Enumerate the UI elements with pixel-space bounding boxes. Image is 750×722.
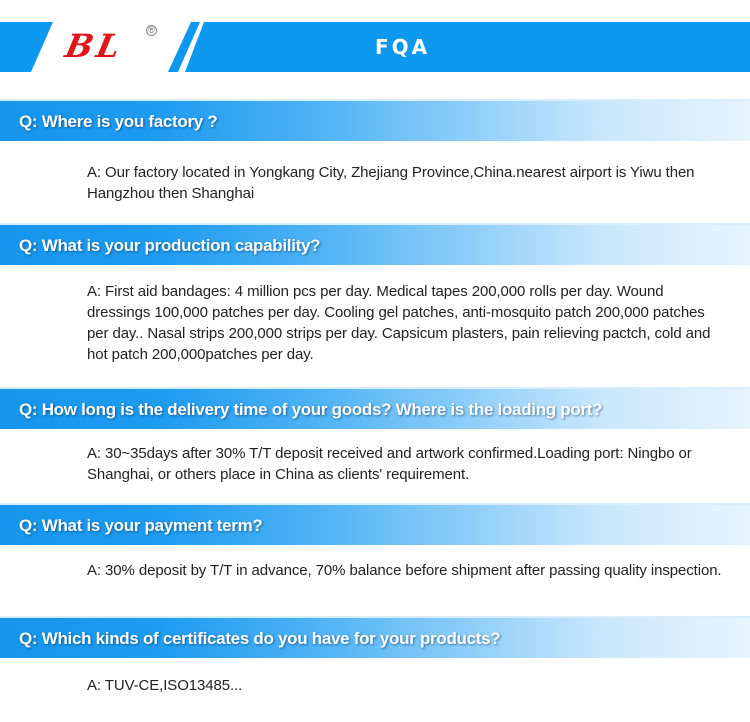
- faq-answer: A: TUV-CE,ISO13485...: [87, 677, 243, 694]
- registered-mark-icon: ®: [146, 25, 157, 36]
- page-title: FQA: [375, 35, 431, 59]
- faq-item: [0, 99, 750, 204]
- faq-question: Q: What is your production capability?: [0, 223, 750, 265]
- faq-question: Q: What is your payment term?: [0, 503, 750, 545]
- faq-question: Q: How long is the delivery time of your goods? Where is the loading port?: [0, 387, 750, 429]
- faq-question: Q: Which kinds of certificates do you have for your products?: [0, 616, 750, 658]
- logo-text: BL: [61, 27, 128, 65]
- faq-item: [0, 616, 750, 696]
- faq-answer: A: 30~35days after 30% T/T deposit received and artwork confirmed.Loading port: Ningbo or Shanghai, or others place in China as clients' requirement.: [87, 445, 692, 483]
- faq-answer: A: Our factory located in Yongkang City, Zhejiang Province,China.nearest airport is Yiwu then Hangzhou then Shanghai: [87, 164, 695, 202]
- faq-question: Q: Where is you factory ?: [0, 99, 750, 141]
- header-banner: [0, 22, 750, 72]
- faq-answer: A: 30% deposit by T/T in advance, 70% balance before shipment after passing quality inspection.: [87, 562, 722, 579]
- faq-item: [0, 223, 750, 365]
- faq-item: [0, 503, 750, 581]
- brand-logo: [61, 25, 156, 67]
- faq-answer: A: First aid bandages: 4 million pcs per day. Medical tapes 200,000 rolls per day. Wound dressings 100,000 patches per day. Cooling gel patches, anti-mosquito patch 200,000 patches per day.. Nasal strips 200,000 strips per day. Capsicum plasters, pain relieving pactch, cold and hot patch 200,000patches per day.: [87, 283, 711, 363]
- faq-item: [0, 387, 750, 485]
